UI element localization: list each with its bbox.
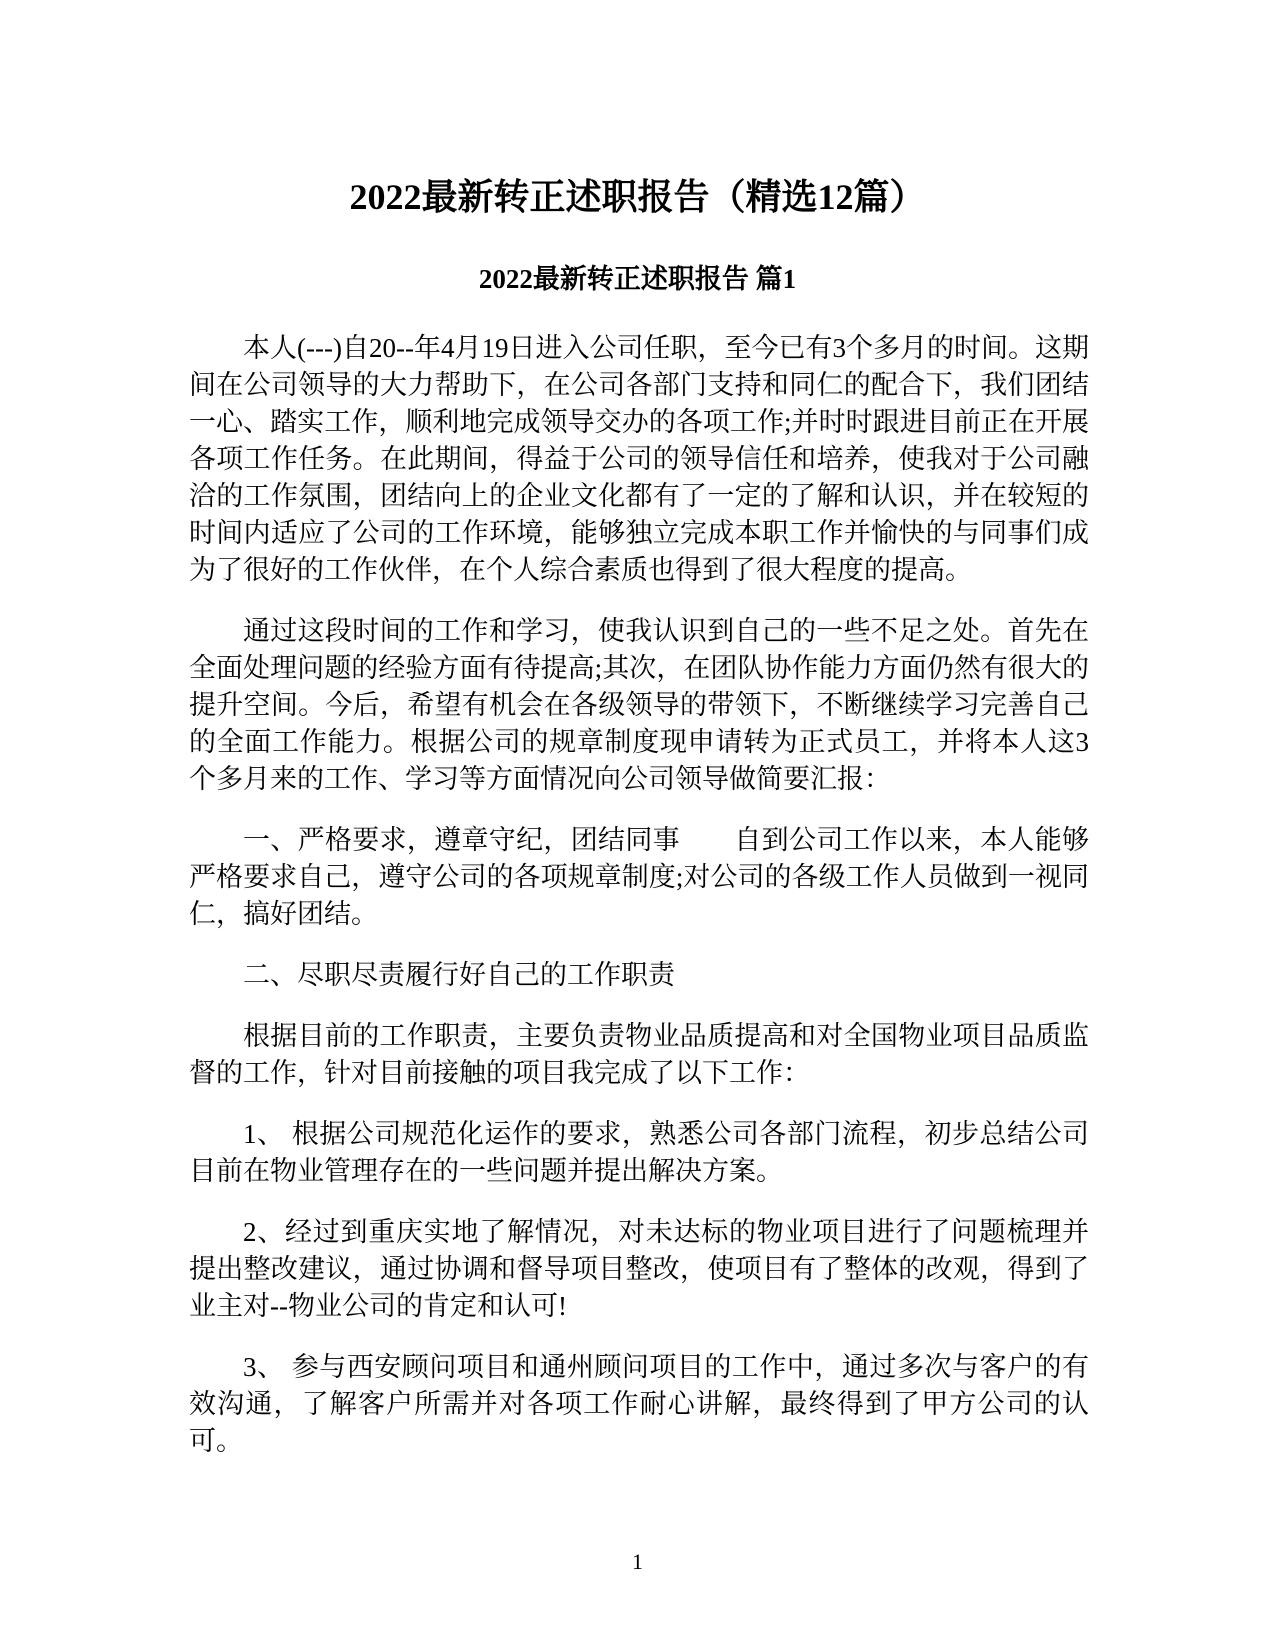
paragraph-section-1 xyxy=(189,822,1089,933)
page-number: 1 xyxy=(632,1549,643,1574)
paragraph-intro: 本人(---)自20--年4月19日进入公司任职，至今已有3个多月的时间。这期间在公司领导的大力帮助下，在公司各部门支持和同仁的配合下，我们团结一心、踏实工作，顺利地完成领导交办的各项工作;并时时跟进目前正在开展各项工作任务。在此期间，得益于公司的领导信任和培养，使我对于公司融洽的工作氛围，团结向上的企业文化都有了一定的了解和认识，并在较短的时间内适应了公司的工作环境，能够独立完成本职工作并愉快的与同事们成为了很好的工作伙伴，在个人综合素质也得到了很大程度的提高。 xyxy=(189,333,1089,585)
paragraph-section-2-intro: 根据目前的工作职责，主要负责物业品质提高和对全国物业项目品质监督的工作，针对目前接触的项目我完成了以下工作： xyxy=(189,1021,1089,1088)
paragraph-reflection: 通过这段时间的工作和学习，使我认识到自己的一些不足之处。首先在全面处理问题的经验方面有待提高;其次，在团队协作能力方面仍然有很大的提升空间。今后，希望有机会在各级领导的带领下，不断继续学习完善自己的全面工作能力。根据公司的规章制度现申请转为正式员工，并将本人这3个多月来的工作、学习等方面情况向公司领导做简要汇报： xyxy=(189,616,1089,794)
document-body xyxy=(189,330,1089,1484)
section-1-text: 自到公司工作以来，本人能够严格要求自己，遵守公司的各项规章制度;对公司的各级工作人员做到一视同仁，搞好团结。 xyxy=(189,825,1090,929)
document-title: 2022最新转正述职报告（精选12篇） xyxy=(349,177,926,217)
section-title: 2022最新转正述职报告 篇1 xyxy=(478,264,797,294)
list-item-1: 1、 根据公司规范化运作的要求，熟悉公司各部门流程，初步总结公司目前在物业管理存在的一些问题并提出解决方案。 xyxy=(189,1119,1089,1186)
list-item-2: 2、经过到重庆实地了解情况，对未达标的物业项目进行了问题梳理并提出整改建议，通过协调和督导项目整改，使项目有了整体的改观，得到了业主对--物业公司的肯定和认可! xyxy=(189,1217,1089,1321)
list-item-3: 3、 参与西安顾问项目和通州顾问项目的工作中，通过多次与客户的有效沟通，了解客户所需并对各项工作耐心讲解，最终得到了甲方公司的认可。 xyxy=(189,1352,1089,1456)
section-2-heading: 二、尽职尽责履行好自己的工作职责 xyxy=(243,960,675,990)
section-1-heading: 一、严格要求，遵章守纪，团结同事 xyxy=(243,825,680,855)
